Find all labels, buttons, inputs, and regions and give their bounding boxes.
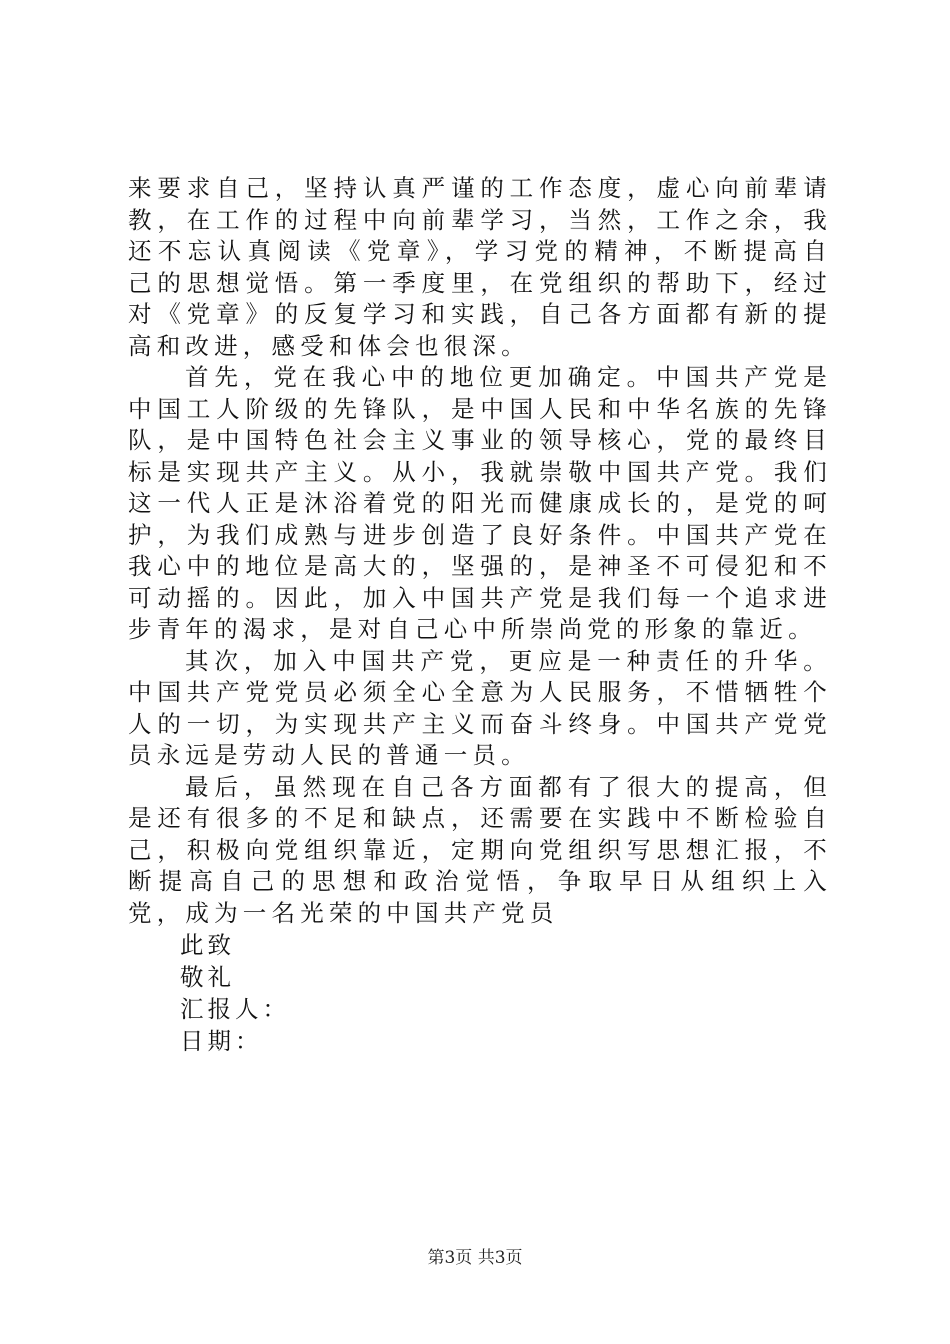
paragraph-first-point: 首先，党在我心中的地位更加确定。中国共产党是中国工人阶级的先锋队，是中国人民和中华名族的先锋队，是中国特色社会主义事业的领导核心，党的最终目标是实现共产主义。从小，我就崇敬中国共产党。我们这一代人正是沐浴着党的阳光而健康成长的，是党的呵护，为我们成熟与进步创造了良好条件。中国共产党在我心中的地位是高大的，坚强的，是神圣不可侵犯和不可动摇的。因此，加入中国共产党是我们每一个追求进步青年的渴求，是对自己心中所崇尚党的形象的靠近。	[128, 363, 832, 643]
paragraph-second-point: 其次，加入中国共产党，更应是一种责任的升华。中国共产党党员必须全心全意为人民服务，不惜牺牲个人的一切，为实现共产主义而奋斗终身。中国共产党党员永远是劳动人民的普通一员。	[128, 646, 832, 769]
paragraph-continuation: 来要求自己，坚持认真严谨的工作态度，虚心向前辈请教，在工作的过程中向前辈学习，当然，工作之余，我还不忘认真阅读《党章》，学习党的精神，不断提高自己的思想觉悟。第一季度里，在党组织的帮助下，经过对《党章》的反复学习和实践，自己各方面都有新的提高和改进，感受和体会也很深。	[128, 174, 832, 360]
closing-salutation: 此致	[180, 931, 235, 959]
date-label: 日期：	[180, 1027, 263, 1055]
document-body	[128, 173, 832, 1057]
reporter-label: 汇报人：	[180, 995, 290, 1023]
closing-regards: 敬礼	[180, 963, 235, 991]
page-indicator: 第3页 共3页	[427, 1248, 523, 1268]
paragraph-final-point: 最后，虽然现在自己各方面都有了很大的提高，但是还有很多的不足和缺点，还需要在实践中不断检验自己，积极向党组织靠近，定期向党组织写思想汇报，不断提高自己的思想和政治觉悟，争取早日从组织上入党，成为一名光荣的中国共产党员	[128, 772, 832, 927]
